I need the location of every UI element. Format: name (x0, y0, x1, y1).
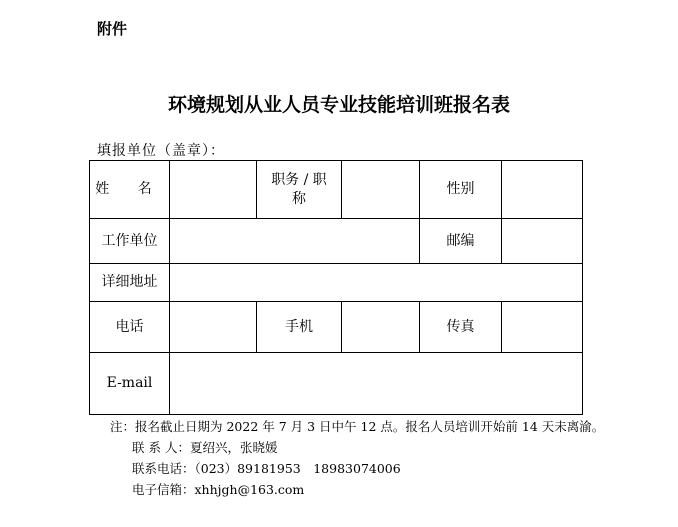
position-label-line2: 称 (292, 190, 306, 207)
address-field[interactable] (170, 264, 583, 302)
fax-label: 传真 (420, 302, 502, 353)
email-field[interactable] (170, 353, 583, 415)
postcode-field[interactable] (502, 219, 583, 264)
contact-phone: 联系电话：（023）89181953 18983074006 (132, 461, 401, 476)
mobile-field[interactable] (342, 302, 420, 353)
form-title: 环境规划从业人员专业技能培训班报名表 (167, 94, 510, 116)
attachment-label: 附件 (97, 20, 128, 38)
position-label (257, 161, 342, 219)
workplace-label: 工作单位 (90, 219, 170, 264)
email-label: E-mail (90, 353, 170, 415)
fill-unit-label: 填报单位（盖章）： (97, 143, 225, 159)
gender-field[interactable] (502, 161, 583, 219)
mobile-label: 手机 (257, 302, 342, 353)
contact-email: 电子信箱：xhhjgh@163.com (132, 482, 305, 497)
gender-label: 性别 (420, 161, 502, 219)
position-field[interactable] (342, 161, 420, 219)
row-address (90, 264, 583, 302)
contact-persons: 联 系 人：夏绍兴，张晓媛 (132, 440, 278, 455)
name-field[interactable] (170, 161, 257, 219)
address-label: 详细地址 (90, 264, 170, 302)
row-workplace (90, 219, 583, 264)
position-label-line1: 职务 / 职 (271, 171, 327, 188)
postcode-label: 邮编 (420, 219, 502, 264)
row-name (90, 161, 583, 219)
name-label: 姓 名 (90, 161, 170, 219)
phone-label: 电话 (90, 302, 170, 353)
row-contact (90, 302, 583, 353)
registration-form-table (89, 160, 583, 415)
deadline-note: 注：报名截止日期为 2022 年 7 月 3 日中午 12 点。报名人员培训开始前 14 天未离渝。 (110, 419, 605, 434)
workplace-field[interactable] (170, 219, 420, 264)
notes-section (110, 416, 604, 500)
row-email (90, 353, 583, 415)
phone-field[interactable] (170, 302, 257, 353)
fax-field[interactable] (502, 302, 583, 353)
